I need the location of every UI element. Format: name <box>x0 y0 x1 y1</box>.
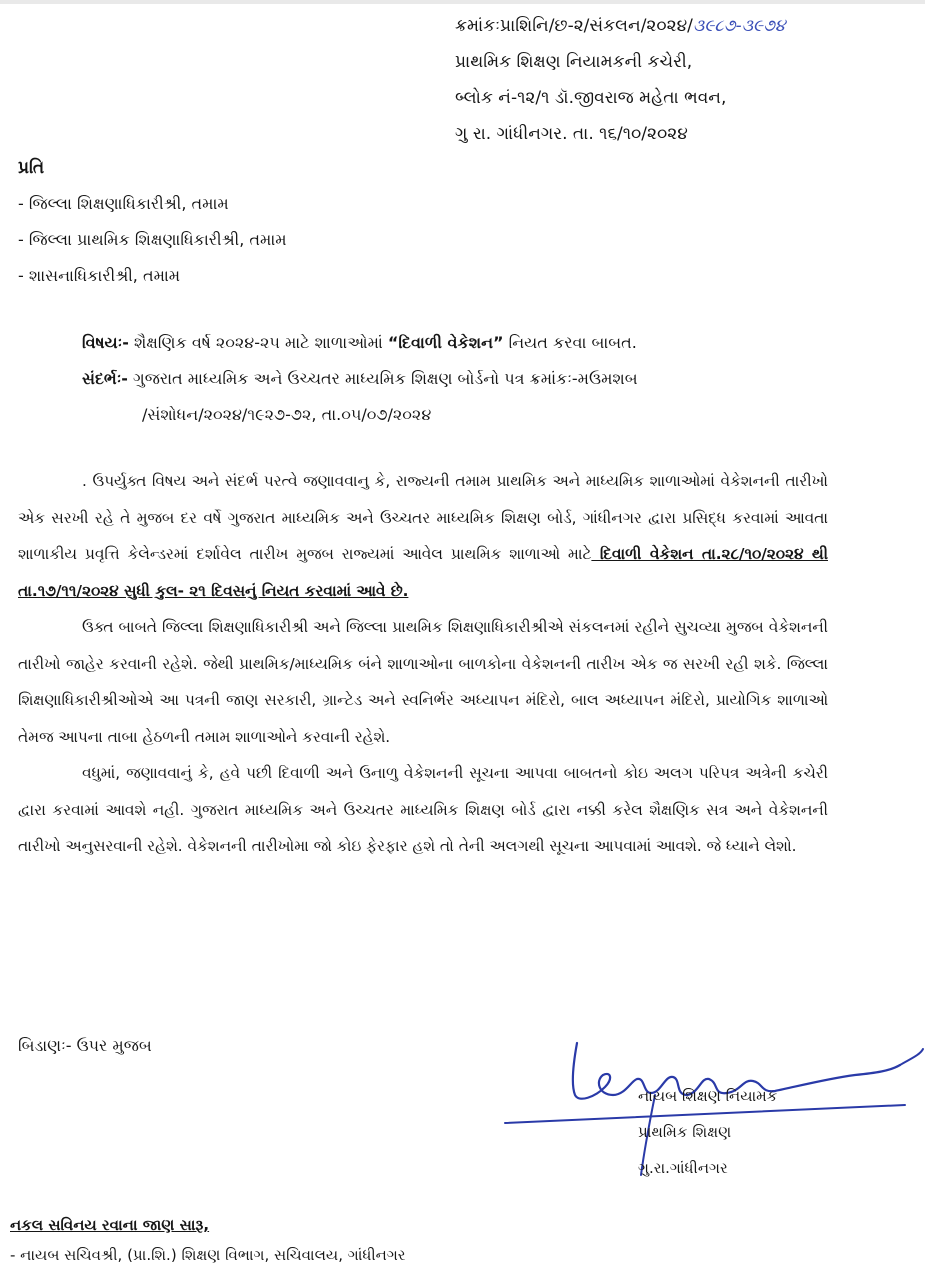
subject-highlight: “દિવાળી વેકેશન” <box>387 333 504 352</box>
office-line-2: બ્લોક નં-૧૨/૧ ડૉ.જીવરાજ મહેતા ભવન, <box>455 88 727 108</box>
copy-to-block <box>10 1210 910 1270</box>
recipient-item: - શાસનાધિકારીશ્રી, તમામ <box>18 266 181 285</box>
reference-label: સંદર્ભઃ- <box>82 369 128 388</box>
copy-to-item: - નાયબ સચિવશ્રી, (પ્રા.શિ.) શિક્ષણ વિભાગ, સચિવાલય, ગાંધીનગર <box>10 1246 406 1264</box>
reference-line <box>82 361 912 397</box>
office-line-1: પ્રાથમિક શિક્ષણ નિયામકની કચેરી, <box>455 52 693 72</box>
subject-text: શૈક્ષણિક વર્ષ ૨૦૨૪-૨૫ માટે શાળાઓમાં <box>128 333 388 352</box>
recipients-heading: પ્રતિ <box>18 158 45 178</box>
enclosure-line: બિડાણઃ- ઉપર મુજબ <box>18 1036 152 1055</box>
recipient-item: - જિલ્લા શિક્ષણાધિકારીશ્રી, તમામ <box>18 194 229 213</box>
order-number-printed: ક્રમાંકઃપ્રાશિનિ/છ-૨/સંકલન/૨૦૨૪/ <box>455 16 693 36</box>
copy-to-heading: નકલ સવિનય રવાના જાણ સારૂ, <box>10 1216 210 1234</box>
letter-body <box>18 463 828 865</box>
designation-block <box>638 1078 898 1186</box>
subject-block <box>82 325 912 433</box>
reference-line-2: /સંશોધન/૨૦૨૪/૧૯૨૭-૭૨, તા.૦૫/૦૭/૨૦૨૪ <box>142 405 432 424</box>
recipients <box>18 150 618 294</box>
designation-line-3: ગુ.રા.ગાંધીનગર <box>638 1159 728 1177</box>
reference-header <box>455 8 915 152</box>
office-line-3: ગુ રા. ગાંધીનગર. તા. ૧૬/૧૦/૨૦૨૪ <box>455 124 688 144</box>
order-number-handwritten: ૩૯૮૭-૩૯૭૪ <box>692 16 786 36</box>
subject-line <box>82 325 912 361</box>
paragraph-1 <box>18 463 828 609</box>
paragraph-2 <box>18 609 828 755</box>
paragraph-2-text: ઉક્ત બાબતે જિલ્લા શિક્ષણાધિકારીશ્રી અને જિલ્લા પ્રાથમિક શિક્ષણાધિકારીશ્રીએ સંકલનમાં રહીને સુચવ્યા મુજબ વેકેશનની તારીખો જાહેર કરવાની રહેશે. જેથી પ્રાથમિક/માધ્યમિક બંને શાળાઓના બાળકોના વેકેશનની તારીખ એક જ સરખી રહી શકે. જિલ્લા શિક્ષણાધિકારીશ્રીઓએ આ પત્રની જાણ સરકારી, ગ્રાન્ટેડ અને સ્વનિર્ભર અધ્યાપન મંદિરો, બાલ અધ્યાપન મંદિરો, પ્રાયોગિક શાળાઓ તેમજ આપના તાબા હેઠળની તમામ શાળાઓને કરવાની રહેશે. <box>18 618 828 746</box>
designation-line-1: નાયબ શિક્ષણ નિયામક <box>638 1087 778 1105</box>
paragraph-3-text: વધુમાં, જણાવવાનું કે, હવે પછી દિવાળી અને ઉનાળુ વેકેશનની સૂચના આપવા બાબતનો કોઇ અલગ પરિપત્ર અત્રેની કચેરી દ્વારા કરવામાં આવશે નહી. ગુજરાત માધ્યમિક અને ઉચ્ચતર માધ્યમિક શિક્ષણ બોર્ડ દ્વારા નક્કી કરેલ શૈક્ષણિક સત્ર અને વેકેશનની તારીખો અનુસરવાની રહેશે. વેકેશનની તારીખોમા જો કોઇ ફેરફાર હશે તો તેની અલગથી સૂચના આપવામાં આવશે. જે ધ્યાને લેશો. <box>18 764 828 855</box>
top-scan-edge <box>0 0 925 4</box>
designation-line-2: પ્રાથમિક શિક્ષણ <box>638 1123 732 1141</box>
paragraph-3 <box>18 755 828 865</box>
reference-text-1: ગુજરાત માધ્યમિક અને ઉચ્ચતર માધ્યમિક શિક્ષણ બોર્ડનો પત્ર ક્રમાંકઃ-મઉમશબ <box>127 369 638 388</box>
paragraph-1-text: . ઉપર્યુક્ત વિષય અને સંદર્ભ પરત્વે જણાવવાનુ કે, રાજ્યની તમામ પ્રાથમિક અને માધ્યમિક શાળાઓમાં વેકેશનની તારીખો એક સરખી રહે તે મુજબ દર વર્ષે ગુજરાત માધ્યમિક અને ઉચ્ચતર માધ્યમિક શિક્ષણ બોર્ડ, ગાંધીનગર દ્વારા પ્રસિદ્ધ કરવામાં આવતા શાળાકીય પ્રવૃત્તિ કેલેન્ડરમાં દર્શાવેલ તારીખ મુજબ રાજ્યમાં આવેલ પ્રાથમિક શાળાઓ માટે <box>18 472 828 563</box>
order-number <box>455 8 915 44</box>
recipient-item: - જિલ્લા પ્રાથમિક શિક્ષણાધિકારીશ્રી, તમામ <box>18 230 287 249</box>
vacation-dates-emphasis: દિવાળી વેકેશન તા.૨૮/૧૦/૨૦૨૪ થી તા.૧૭/૧૧/૨૦૨૪ સુધી કુલ- ૨૧ દિવસનું નિયત કરવામાં આવે છે. <box>18 545 828 600</box>
subject-label: વિષયઃ- <box>82 333 129 352</box>
subject-text-end: નિયત કરવા બાબત. <box>503 333 637 352</box>
